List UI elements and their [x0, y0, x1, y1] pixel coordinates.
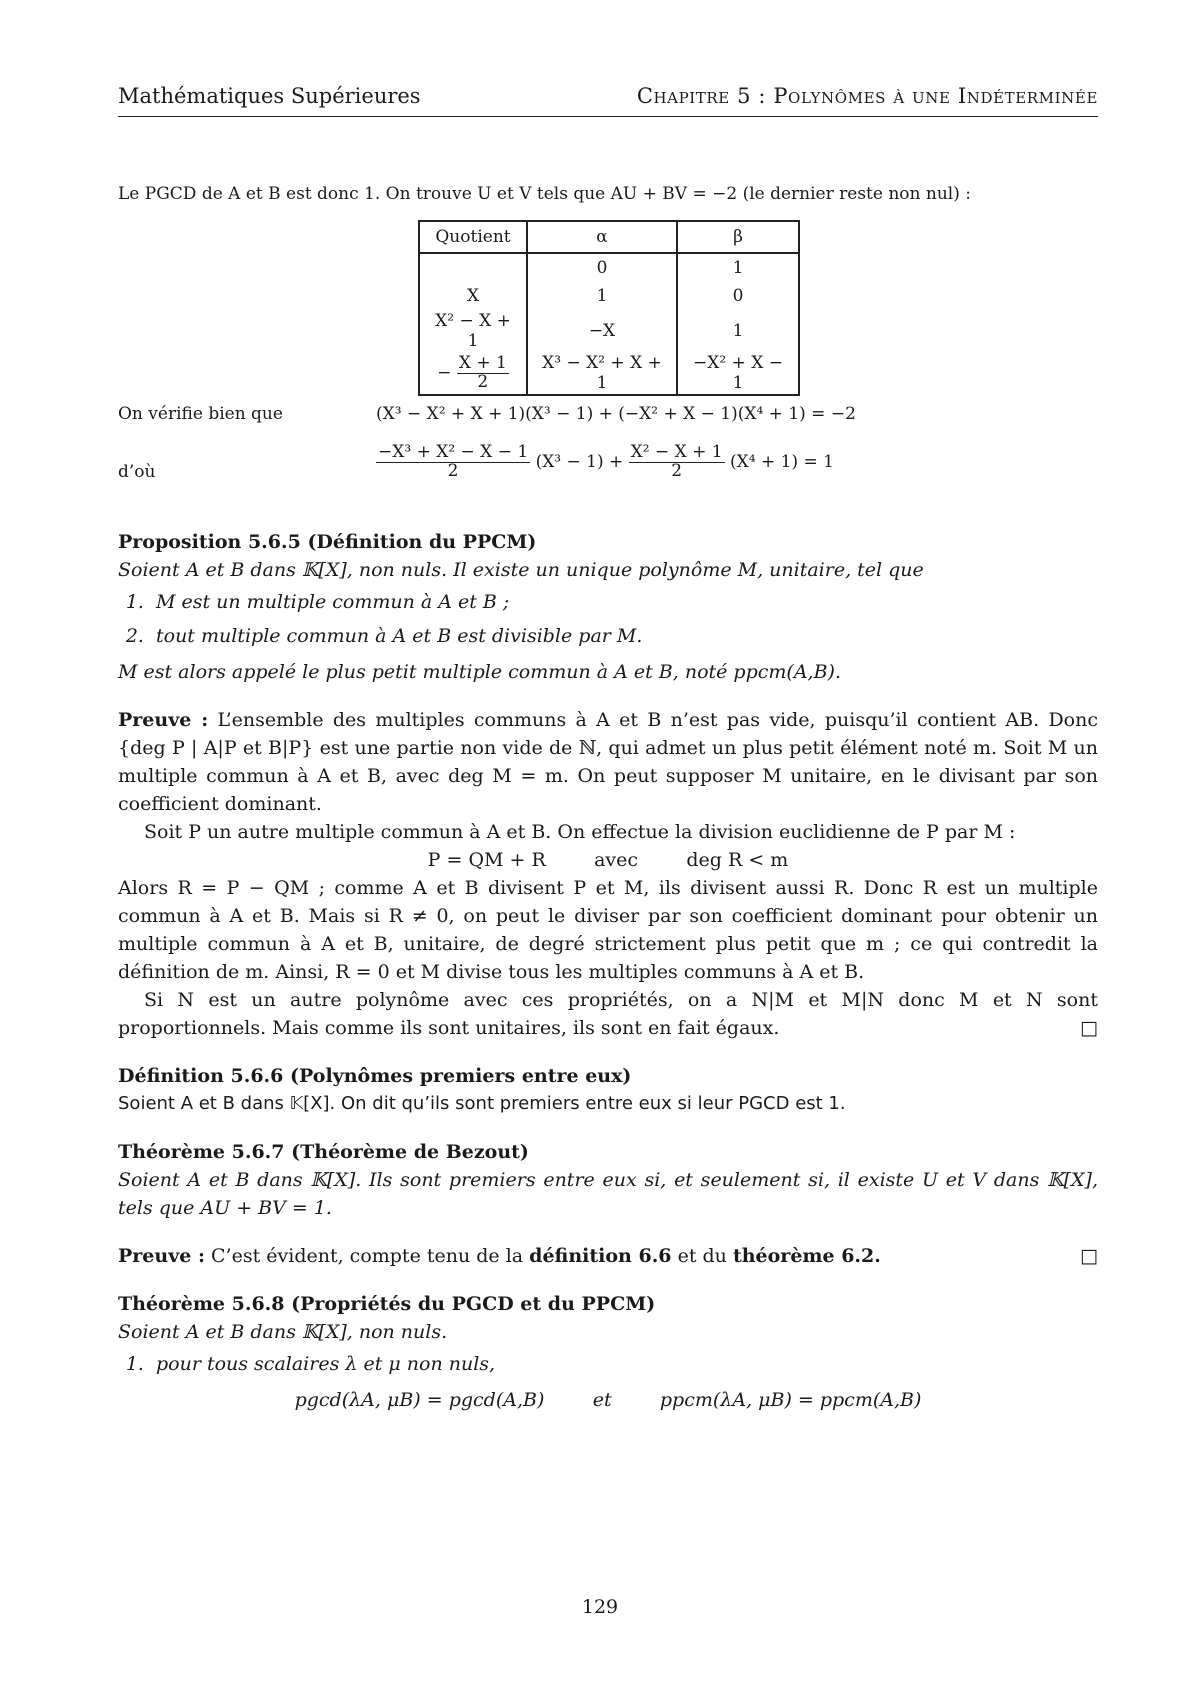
- quotient-table: [418, 220, 800, 396]
- table-header: α: [527, 221, 677, 253]
- header-right: Chapitre 5 : Polynômes à une Indéterminée: [636, 84, 1098, 108]
- header-left: Mathématiques Supérieures: [118, 84, 421, 108]
- proof-paragraph: [118, 706, 1098, 818]
- proposition-list: [118, 588, 1098, 650]
- fraction-numerator: −X³ + X² − X − 1: [378, 442, 529, 462]
- theorem-list: [118, 1350, 1098, 1378]
- fraction-1: [376, 444, 530, 481]
- table-cell: X² − X + 1: [435, 311, 511, 351]
- table-cell: 1: [527, 282, 677, 310]
- definition-reference: définition 6.6: [529, 1245, 672, 1267]
- hence-label: d’où: [118, 462, 156, 482]
- table-header: β: [677, 221, 799, 253]
- table-cell: X: [466, 286, 480, 306]
- table-cell: −X² + X − 1: [677, 352, 799, 395]
- proof-paragraph: Alors R = P − QM ; comme A et B divisent P et M, ils divisent aussi R. Donc R est un multiple commun à A et B. Mais si R ≠ 0, on peut le diviser par son coefficient dominant pour obtenir un multiple commun à A et B, unitaire, de degré strictement plus petit que m ; ce qui contredit la définition de m. Ainsi, R = 0 et M divise tous les multiples communs à A et B.: [118, 877, 1098, 983]
- table-row: [419, 352, 799, 395]
- division-equation: P = QM + R avec deg R < m: [427, 849, 789, 871]
- qed-symbol: □: [1080, 1245, 1098, 1267]
- table-row: [419, 253, 799, 282]
- list-item: 1. pour tous scalaires λ et μ non nuls,: [150, 1350, 1098, 1378]
- table-row: [419, 310, 799, 352]
- proof-text: et du: [677, 1245, 727, 1267]
- proposition-statement: Soient A et B dans 𝕂[X], non nuls. Il existe un unique polynôme M, unitaire, tel que: [118, 559, 924, 581]
- qed-symbol: □: [1080, 1017, 1098, 1039]
- proof-paragraph: Soit P un autre multiple commun à A et B. On effectue la division euclidienne de P par M :: [144, 821, 1016, 843]
- proof-label: Preuve :: [118, 709, 209, 731]
- table-row: [419, 282, 799, 310]
- fraction-numerator: X + 1: [458, 352, 507, 373]
- equation-middle: (X³ − 1) +: [535, 451, 624, 472]
- table-header: Quotient: [419, 221, 527, 253]
- verify-equation: (X³ − X² + X + 1)(X³ − 1) + (−X² + X − 1)(X⁴ + 1) = −2: [376, 404, 856, 424]
- table-cell: 1: [677, 253, 799, 282]
- list-item: 2. tout multiple commun à A et B est divisible par M.: [150, 622, 1098, 650]
- quotient-fraction: [457, 352, 509, 392]
- proposition-conclusion: M est alors appelé le plus petit multiple commun à A et B, noté ppcm(A,B).: [118, 661, 842, 683]
- table-cell: 1: [677, 310, 799, 352]
- page-number: 129: [581, 1596, 619, 1618]
- fraction-denominator: 2: [671, 460, 683, 481]
- verify-label: On vérifie bien que: [118, 404, 283, 424]
- table-cell: −X: [527, 310, 677, 352]
- proof-paragraph: [118, 1242, 1098, 1270]
- table-cell: [419, 352, 527, 395]
- proof-text: Si N est un autre polynôme avec ces propriétés, on a N|M et M|N donc M et N sont proportionnels. Mais comme ils sont unitaires, ils sont en fait égaux.: [118, 989, 1098, 1039]
- property-equation: pgcd(λA, μB) = pgcd(A,B) et ppcm(λA, μB) = ppcm(A,B): [294, 1389, 922, 1411]
- running-header: [118, 84, 1098, 117]
- table-cell: 0: [677, 282, 799, 310]
- equation-tail: (X⁴ + 1) = 1: [730, 451, 834, 472]
- page: [118, 84, 1098, 1411]
- body-text: [118, 528, 1098, 1414]
- fraction-numerator: X² − X + 1: [630, 442, 723, 462]
- hence-equation: [376, 444, 834, 481]
- fraction-denominator: 2: [477, 371, 489, 392]
- proof-text: C’est évident, compte tenu de la: [211, 1245, 524, 1267]
- theorem-statement: Soient A et B dans 𝕂[X]. Ils sont premiers entre eux si, et seulement si, il existe U et V dans 𝕂[X], tels que AU + BV = 1.: [118, 1169, 1098, 1219]
- theorem-reference: théorème 6.2.: [732, 1245, 881, 1267]
- table-cell: X³ − X² + X + 1: [527, 352, 677, 395]
- table-header-row: [419, 221, 799, 253]
- fraction-2: [629, 444, 725, 481]
- list-item: 1. M est un multiple commun à A et B ;: [150, 588, 1098, 616]
- table-cell: [419, 253, 527, 282]
- fraction-denominator: 2: [447, 460, 459, 481]
- theorem-title: Théorème 5.6.8 (Propriétés du PGCD et du PPCM): [118, 1293, 656, 1315]
- quotient-sign: −: [437, 362, 452, 383]
- proposition-title: Proposition 5.6.5 (Définition du PPCM): [118, 531, 537, 553]
- definition-title: Définition 5.6.6 (Polynômes premiers entre eux): [118, 1065, 632, 1087]
- definition-text: Soient A et B dans 𝕂[X]. On dit qu’ils sont premiers entre eux si leur PGCD est 1.: [118, 1093, 846, 1114]
- intro-line: Le PGCD de A et B est donc 1. On trouve U et V tels que AU + BV = −2 (le dernier reste non nul) :: [118, 184, 971, 204]
- proof-label: Preuve :: [118, 1245, 205, 1267]
- theorem-title: Théorème 5.6.7 (Théorème de Bezout): [118, 1141, 529, 1163]
- table-cell: 0: [527, 253, 677, 282]
- proof-text: L’ensemble des multiples communs à A et B n’est pas vide, puisqu’il contient AB. Donc {deg P | A|P et B|P} est une partie non vide de ℕ, qui admet un plus petit élément noté m. Soit M un multiple commun à A et B, avec deg M = m. On peut supposer M unitaire, en le divisant par son coefficient dominant.: [118, 709, 1098, 815]
- theorem-statement: Soient A et B dans 𝕂[X], non nuls.: [118, 1321, 448, 1343]
- proof-paragraph: [118, 986, 1098, 1042]
